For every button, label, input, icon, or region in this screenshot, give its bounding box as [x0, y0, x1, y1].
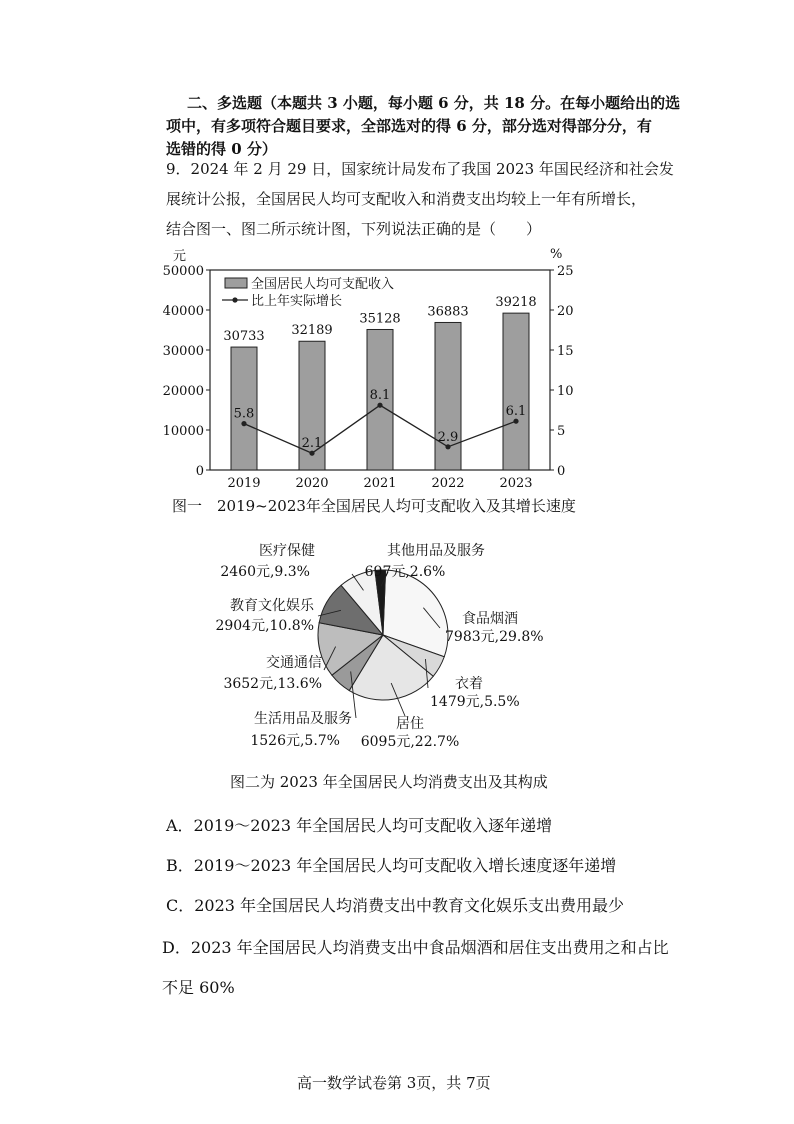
x-tick-label: 2023: [499, 476, 533, 491]
x-tick-label: 2021: [363, 476, 397, 491]
pie-slice-value-label: 1479元,5.5%: [430, 694, 520, 710]
consumption-pie-chart: [200, 538, 580, 758]
growth-rate-value-label: 6.1: [505, 404, 527, 420]
pie-slice-name-label: 居住: [396, 716, 424, 732]
pie-slice-value-label: 1526元,5.7%: [250, 733, 340, 749]
y2-tick-label: 20: [557, 304, 574, 319]
option-a[interactable]: A．2019～2023 年全国居民人均可支配收入逐年递增: [166, 816, 553, 835]
figure1-caption: 图一 2019~2023年全国居民人均可支配收入及其增长速度: [172, 497, 576, 515]
y-tick-label: 10000: [162, 424, 204, 439]
section-header-line1: 二、多选题（本题共 3 小题，每小题 6 分，共 18 分。在每小题给出的选: [187, 94, 681, 112]
y-axis-right-unit: %: [550, 247, 563, 262]
section-header-line2: 项中，有多项符合题目要求，全部选对的得 6 分，部分选对得部分分，有: [166, 117, 652, 135]
y2-tick-label: 5: [557, 424, 566, 439]
pie-slice-value-label: 2904元,10.8%: [215, 618, 314, 634]
pie-slice-value-label: 7983元,29.8%: [445, 629, 544, 645]
pie-slice-name-label: 生活用品及服务: [254, 711, 352, 727]
income-bar-value-label: 32189: [291, 323, 333, 339]
pie-slice-name-label: 交通通信: [266, 655, 322, 671]
growth-rate-value-label: 2.1: [301, 436, 323, 452]
page-footer: 高一数学试卷第 3页，共 7页: [297, 1074, 491, 1092]
x-tick-label: 2019: [227, 476, 261, 491]
y-tick-label: 50000: [162, 264, 204, 279]
legend-line-label: 比上年实际增长: [251, 294, 343, 309]
income-bar-value-label: 39218: [495, 295, 537, 311]
income-bar-value-label: 35128: [359, 311, 401, 327]
option-d-line2[interactable]: 不足 60%: [162, 978, 235, 997]
growth-rate-point: [309, 451, 314, 456]
growth-rate-value-label: 8.1: [369, 388, 391, 404]
y2-tick-label: 15: [557, 344, 574, 359]
income-bar-line-chart: [150, 240, 610, 492]
y-axis-left-unit: 元: [173, 249, 187, 264]
income-bar-value-label: 30733: [223, 329, 265, 345]
figure2-caption: 图二为 2023 年全国居民人均消费支出及其构成: [230, 773, 548, 791]
x-tick-label: 2022: [431, 476, 465, 491]
y-tick-label: 30000: [162, 344, 204, 359]
income-bar: [503, 313, 529, 470]
pie-slice-name-label: 教育文化娱乐: [230, 598, 314, 614]
x-tick-label: 2020: [295, 476, 329, 491]
growth-rate-value-label: 2.9: [437, 429, 459, 445]
pie-slice-value-label: 3652元,13.6%: [223, 676, 322, 692]
pie-slice-name-label: 衣着: [455, 676, 483, 692]
y2-tick-label: 10: [557, 384, 574, 399]
legend-bar-swatch: [225, 278, 247, 288]
section-header-line3: 选错的得 0 分）: [166, 140, 277, 158]
income-bar-value-label: 36883: [427, 304, 469, 320]
option-d-line1[interactable]: D．2023 年全国居民人均消费支出中食品烟酒和居住支出费用之和占比: [162, 938, 669, 957]
y-tick-label: 20000: [162, 384, 204, 399]
legend-line-marker: [232, 297, 237, 302]
y2-tick-label: 0: [557, 464, 566, 479]
pie-slice-name-label: 医疗保健: [259, 543, 315, 559]
pie-slice-value-label: 2460元,9.3%: [220, 564, 310, 580]
y-tick-label: 0: [195, 464, 204, 479]
option-c[interactable]: C．2023 年全国居民人均消费支出中教育文化娱乐支出费用最少: [166, 896, 625, 915]
growth-rate-point: [445, 444, 450, 449]
growth-rate-point: [513, 419, 518, 424]
growth-rate-value-label: 5.8: [233, 406, 255, 422]
question-stem-line2: 展统计公报，全国居民人均可支配收入和消费支出均较上一年有所增长，: [166, 190, 647, 208]
option-b[interactable]: B．2019～2023 年全国居民人均可支配收入增长速度逐年递增: [166, 856, 617, 875]
pie-slice-value-label: 697元,2.6%: [364, 564, 446, 580]
legend-bar-label: 全国居民人均可支配收入: [251, 277, 395, 292]
question-stem-line3: 结合图一、图二所示统计图，下列说法正确的是（ ）: [166, 220, 542, 238]
pie-slice-name-label: 其他用品及服务: [387, 543, 485, 559]
growth-rate-point: [377, 403, 382, 408]
pie-slice-value-label: 6095元,22.7%: [360, 734, 460, 750]
pie-slice-name-label: 食品烟酒: [462, 611, 518, 627]
y-tick-label: 40000: [162, 304, 204, 319]
growth-rate-point: [241, 421, 246, 426]
question-stem-line1: 9．2024 年 2 月 29 日，国家统计局发布了我国 2023 年国民经济和社会发: [166, 160, 674, 178]
y2-tick-label: 25: [557, 264, 574, 279]
